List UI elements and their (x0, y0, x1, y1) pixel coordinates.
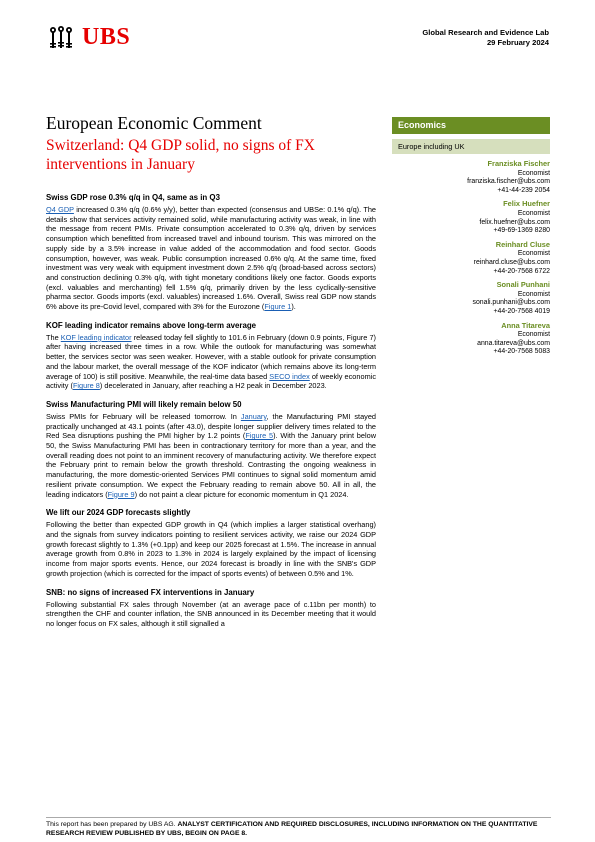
author-phone: +49-69-1369 8280 (493, 227, 550, 235)
author-phone: +44-20-7568 4019 (493, 307, 550, 315)
author-phone: +41-44-239 2054 (497, 186, 550, 194)
author-role: Economist (517, 290, 550, 298)
author-list (392, 160, 550, 362)
header-info (422, 28, 549, 48)
author-email[interactable]: felix.huefner@ubs.com (479, 218, 550, 226)
q4-gdp-link[interactable]: Q4 GDP (46, 205, 74, 214)
figure-1-link[interactable]: Figure 1 (264, 302, 292, 312)
report-title: Switzerland: Q4 GDP solid, no signs of FX interventions in January (46, 137, 315, 173)
january-pmi-link[interactable]: January (240, 411, 267, 421)
section-paragraph: Following substantial FX sales through November (at an average pace of c.11bn per month) to strengthen the CHF and counter inflation, the SNB announced in its December meeting that it would no longer focus on FX sales, although it still signalled a (46, 599, 376, 628)
section-paragraph: Swiss PMIs for February will be released tomorrow. In January, the Manufacturing PMI stayed practically unchanged at 43.1 points (after 43.0), despite longer supplier delivery times related to the Red Sea disruptions pushing the PMI higher by 1.2 points (Figure 5). With the January print below 50, the Swiss Manufacturing PMI has been in contractionary territory for more than a year, and the overall reading does not point to an imminent recovery of manufacturing activity. We therefore expect the February print to remain below the growth threshold. Contrasting the ongoing weakness in manufacturing, the more domestic-oriented Services PMI continues to signal solid momentum amid resilient private consumption. We expect the February reading to remain above 50. All in all, the leading indicators (Figure 9) do not paint a clear picture for economic momentum in Q1 2024. (46, 411, 377, 499)
section-paragraph: Following the better than expected GDP growth in Q4 (which implies a larger statistical overhang) and the signals from survey indicators pointing to resilient services activity, we raise our 2024 GDP growth forecast slightly to 1.3% (+0.1pp) and keep our 2025 forecast at 1.5%. The increase in annual average growth from 0.8% in 2023 to 1.3% in 2024 is largely explained by the impact of licensing income from major sports events. Hence, our 2024 forecast is broadly in line with the SNB's GDP growth projection (which is corrected for the impact of sports events) of between 0.5% and 1%. (46, 520, 376, 578)
report-date: 29 February 2024 (486, 38, 549, 47)
author-name: Anna Titareva (501, 320, 550, 330)
article-body (46, 193, 376, 638)
section-heading: Swiss Manufacturing PMI will likely remain below 50 (46, 399, 242, 409)
region-label: Europe including UK (392, 139, 550, 154)
footer-disclosure: ANALYST CERTIFICATION AND REQUIRED DISCLOSURES, INCLUDING INFORMATION ON THE QUANTITATIVE RESEARCH REVIEW PUBLISHED BY UBS, BEGIN ON PAGE 8. (46, 821, 538, 837)
author-email[interactable]: anna.titareva@ubs.com (477, 339, 550, 347)
figure-5-link[interactable]: Figure 5 (245, 431, 274, 441)
section-paragraph: The KOF leading indicator released today fell slightly to 101.6 in February (down 0.9 points, Figure 7) after having increased three times in a row. While the outlook for manufacturing was somewhat better, the services sector was seen weaker. However, with a stable outlook for private consumption and the labour market, the overall message of the KOF indicator (which remains above its long-term average of 100) is still positive. Meanwhile, the real-time data based SECO index of weekly economic activity (Figure 8) decelerated in January, after reaching a H2 peak in December 2023. (46, 332, 376, 391)
author-role: Economist (517, 209, 550, 217)
author-name: Franziska Fischer (487, 159, 550, 168)
author-card (392, 322, 550, 357)
author-card (392, 241, 550, 276)
keys-logo-icon (46, 25, 76, 51)
author-name: Reinhard Cluse (495, 239, 550, 249)
author-name: Felix Huefner (503, 199, 550, 209)
author-role: Economist (517, 250, 550, 258)
author-role: Economist (517, 169, 550, 177)
category-label: Economics (392, 117, 550, 134)
seco-index-link[interactable]: SECO index (269, 371, 310, 381)
author-phone: +44-20-7568 6722 (493, 267, 550, 275)
author-card (392, 200, 550, 235)
author-name: Sonali Punhani (496, 280, 550, 290)
author-role: Economist (517, 331, 550, 339)
ubs-logo (46, 24, 130, 51)
footer-prefix: This report has been prepared by UBS AG. (46, 821, 178, 828)
section-heading: SNB: no signs of increased FX interventions in January (46, 587, 255, 597)
disclosure-footer (46, 817, 551, 838)
figure-8-link[interactable]: Figure 8 (72, 381, 100, 391)
report-type: European Economic Comment (46, 113, 262, 133)
author-card (392, 160, 550, 195)
author-email[interactable]: franziska.fischer@ubs.com (467, 178, 550, 186)
figure-9-link[interactable]: Figure 9 (107, 489, 135, 499)
section-paragraph: Q4 GDP increased 0.3% q/q (0.6% y/y), better than expected (consensus and UBSe: 0.1% q/q). The details show that services activity remained solid, while manufacturing activity was weak, in line with the message from recent PMIs. Private consumption accelerated to 0.3% q/q, driven by services consumption which benefitted from increased travel and inbound tourism. This was mirrored on the supply side by a 3.5% increase in value added of the accommodation and food sector. Goods consumption, however, was weak. Public consumption increased 0.6% q/q. At the same time, fixed investment was very weak with equipment investment down 2.5% q/q (broad-based across sectors) and construction declining 0.3% q/q, with tight monetary conditions likely one factor. Goods exports (excl. valuables and merchanting) fell 1.5% q/q, primarily driven by the less cyclically-sensitive pharma sector. Goods imports (excl. valuables) increased 1.6%. Overall, Swiss real GDP now stands 6% above its pre-Covid level, compared with 3% for the Eurozone (Figure 1). (46, 205, 376, 312)
section-heading: Swiss GDP rose 0.3% q/q in Q4, same as in Q3 (46, 193, 220, 202)
brand-name: UBS (82, 24, 131, 50)
author-card (392, 281, 550, 316)
section-heading: We lift our 2024 GDP forecasts slightly (46, 508, 191, 518)
research-lab-label: Global Research and Evidence Lab (422, 28, 549, 37)
author-email[interactable]: reinhard.cluse@ubs.com (473, 258, 550, 266)
section-heading: KOF leading indicator remains above long-term average (46, 320, 257, 330)
author-email[interactable]: sonali.punhani@ubs.com (472, 299, 550, 307)
author-phone: +44-20-7568 5083 (493, 348, 550, 356)
kof-indicator-link[interactable]: KOF leading indicator (60, 332, 132, 342)
